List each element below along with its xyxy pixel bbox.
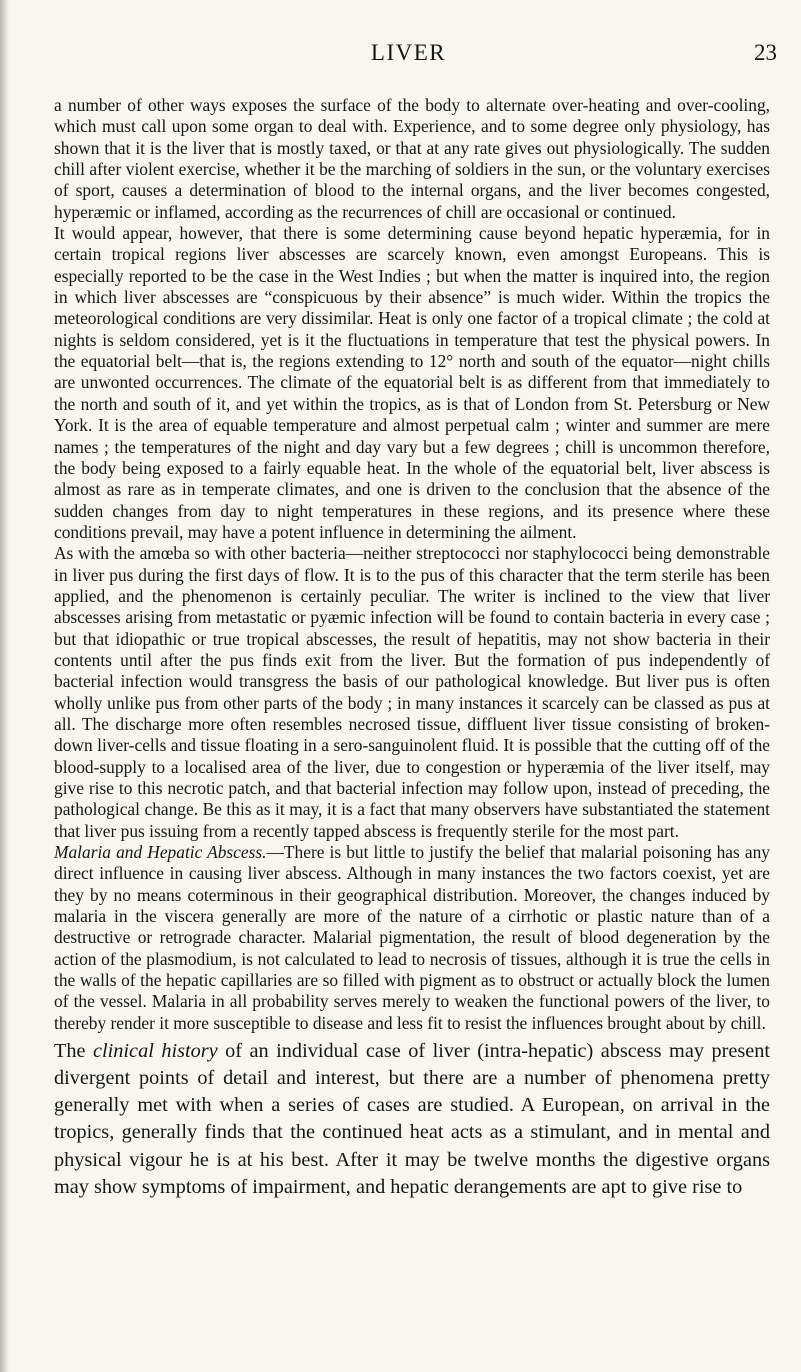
small-type-section bbox=[54, 95, 770, 1034]
large-type-section bbox=[54, 1038, 770, 1201]
paragraph-text: —There is but little to justify the belief that malarial poisoning has any direct influence in causing liver abscess. Although in many instances the two factors coexist, yet are they by no means coterminous in their geographical distribution. Moreover, the changes induced by malaria in the viscera generally are more of the nature of a cirrhotic or plastic nature than of a destructive or retrograde character. Malarial pigmentation, the result of blood degeneration by the action of the plasmodium, is not calculated to lead to necrosis of tissues, although it is true the cells in the walls of the hepatic capillaries are so filled with pigment as to obstruct or actually block the lumen of the vessel. Malaria in all probability serves merely to weaken the functional powers of the liver, to thereby render it more susceptible to disease and less fit to resist the influences brought about by chill. bbox=[54, 842, 770, 1033]
running-head: LIVER bbox=[370, 40, 447, 65]
paragraph-text: of an individual case of liver (intra-hepatic) abscess may present divergent points of detail and interest, but there are a number of phenomena pretty generally met with when a series of cases are studied. A European, on arrival in the tropics, generally finds that the continued heat acts as a stimulant, and in mental and physical vigour he is at his best. After it may be twelve months the digestive organs may show symptoms of impairment, and hepatic derangements are apt to give rise to bbox=[54, 1040, 771, 1198]
body-paragraph bbox=[54, 842, 770, 1034]
italic-term: clinical history bbox=[93, 1040, 218, 1063]
page-header bbox=[40, 38, 777, 68]
section-lead-in: Malaria and Hepatic Abscess. bbox=[54, 842, 267, 863]
body-paragraph: It would appear, however, that there is some determining cause beyond hepatic hyperæmia, for in certain tropical regions liver abscesses are scarcely known, even amongst Europeans. This is especially reported to be the case in the West Indies ; but when the matter is inquired into, the region in which liver abscesses are “conspicuous by their absence” is much wider. Within the tropics the meteorological conditions are very dissimilar. Heat is only one factor of a tropical climate ; the cold at nights is seldom considered, yet is it the fluctuations in temperature that test the physical powers. In the equatorial belt—that is, the regions extending to 12° north and south of the equator—night chills are unwonted occurrences. The climate of the equatorial belt is as different from that immediately to the north and south of it, and yet within the tropics, as is that of London from St. Petersburg or New York. It is the area of equable temperature and almost perpetual calm ; winter and summer are mere names ; the temperatures of the night and day vary but a few degrees ; chill is uncommon therefore, the body being exposed to a fairly equable heat. In the whole of the equatorial belt, liver abscess is almost as rare as in temperate climates, and one is driven to the conclusion that the absence of the sudden changes from day to night temperatures in these regions, and its presence where these conditions prevail, may have a potent influence in determining the ailment. bbox=[54, 223, 770, 542]
body-paragraph bbox=[54, 1038, 770, 1201]
page-body bbox=[54, 95, 770, 1201]
body-paragraph: a number of other ways exposes the surface of the body to alternate over-heating and over-cooling, which must call upon some organ to deal with. Experience, and to some degree only physiology, has shown that it is the liver that is mostly taxed, or that at any rate gives out physiologically. The sudden chill after violent exercise, whether it be the marching of soldiers in the sun, or the voluntary exercises of sport, causes a determination of blood to the internal organs, and the liver becomes congested, hyperæmic or inflamed, according as the recurrences of chill are occasional or continued. bbox=[54, 95, 770, 222]
page-spine-shadow bbox=[0, 0, 9, 1372]
page-number: 23 bbox=[754, 40, 777, 65]
body-paragraph: As with the amœba so with other bacteria—neither streptococci nor staphylococci being demonstrable in liver pus during the first days of flow. It is to the pus of this character that the term sterile has been applied, and the phenomenon is certainly peculiar. The writer is inclined to the view that liver abscesses arising from metastatic or pyæmic infection will be found to contain bacteria in every case ; but that idiopathic or true tropical abscesses, the result of hepatitis, may not show bacteria in their contents until after the pus finds exit from the liver. But the formation of pus independently of bacterial infection would transgress the basis of our pathological knowledge. But liver pus is often wholly unlike pus from other parts of the body ; in many instances it scarcely can be classed as pus at all. The discharge more often resembles necrosed tissue, diffluent liver tissue consisting of broken-down liver-cells and tissue floating in a sero-sanguinolent fluid. It is possible that the cutting off of the blood-supply to a localised area of the liver, due to congestion or hyperæmia of the liver itself, may give rise to this necrotic patch, and that bacterial infection may follow upon, instead of preceding, the pathological change. Be this as it may, it is a fact that many observers have substantiated the statement that liver pus issuing from a recently tapped abscess is frequently sterile for the most part. bbox=[54, 543, 770, 841]
paragraph-text: The bbox=[54, 1040, 94, 1063]
